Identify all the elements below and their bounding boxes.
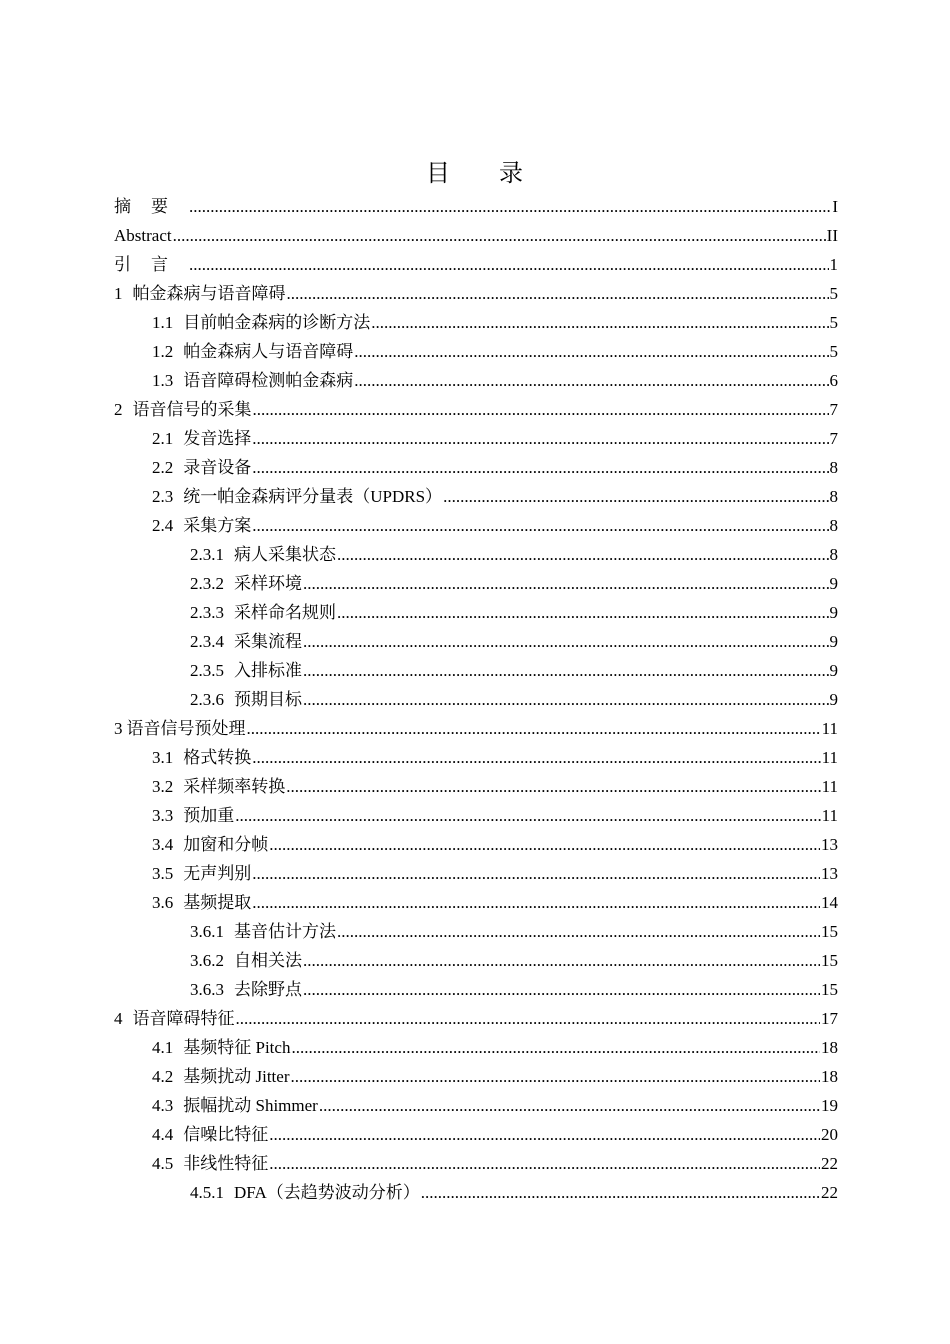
- toc-entry-number: 4.5.1: [190, 1183, 224, 1202]
- toc-entry-page-number: 5: [829, 342, 838, 361]
- toc-entry-label: 去除野点: [234, 980, 302, 999]
- toc-dot-leader: [291, 1062, 821, 1091]
- toc-entry-page-number: 9: [829, 603, 838, 622]
- toc-entry-label: 发音选择: [183, 429, 252, 448]
- toc-entry[interactable]: [114, 772, 838, 801]
- toc-entry[interactable]: [114, 308, 838, 337]
- toc-entry-number: 4: [114, 1009, 123, 1028]
- toc-entry[interactable]: [114, 743, 838, 772]
- toc-entry-page-number: 18: [821, 1067, 838, 1086]
- toc-dot-leader: [303, 627, 829, 656]
- toc-entry-number: 3.1: [152, 748, 174, 767]
- toc-entry-label: 基频提取: [183, 893, 252, 912]
- toc-entry[interactable]: [114, 453, 838, 482]
- toc-title-left: 目: [426, 161, 451, 187]
- toc-entry-page-number: 7: [829, 429, 838, 448]
- toc-entry-page-number: 7: [829, 400, 838, 419]
- toc-entry[interactable]: [114, 250, 838, 279]
- toc-dot-leader: [269, 1120, 820, 1149]
- toc-dot-leader: [287, 279, 829, 308]
- toc-entry-page-number: 15: [821, 922, 838, 941]
- toc-entry-label: 采集方案: [183, 516, 252, 535]
- toc-entry-page-number: 15: [821, 980, 838, 999]
- toc-dot-leader: [421, 1178, 820, 1207]
- toc-entry-label: 信噪比特征: [183, 1125, 269, 1144]
- toc-entry-number: 2: [114, 400, 123, 419]
- toc-entry-label: 目前帕金森病的诊断方法: [183, 313, 371, 332]
- toc-entry[interactable]: [114, 482, 838, 511]
- toc-entry-page-number: 14: [821, 893, 838, 912]
- toc-dot-leader: [337, 917, 820, 946]
- toc-entry-label: 无声判别: [183, 864, 252, 883]
- toc-dot-leader: [371, 308, 828, 337]
- toc-dot-leader: [291, 1033, 820, 1062]
- toc-entry[interactable]: [114, 598, 838, 627]
- toc-entry-number: 1: [114, 284, 123, 303]
- toc-title-right: 录: [499, 161, 524, 187]
- toc-entry-number: 4.3: [152, 1096, 174, 1115]
- toc-entry-label: DFA（去趋势波动分析）: [234, 1183, 420, 1202]
- toc-entry-page-number: 9: [829, 574, 838, 593]
- toc-title: [0, 158, 950, 190]
- toc-entry-label: 自相关法: [234, 951, 302, 970]
- toc-entry-page-number: 15: [821, 951, 838, 970]
- toc-entry-number: 1.2: [152, 342, 174, 361]
- toc-entry[interactable]: [114, 395, 838, 424]
- toc-entry[interactable]: [114, 1120, 838, 1149]
- toc-entry-page-number: 9: [829, 690, 838, 709]
- toc-dot-leader: [236, 1004, 821, 1033]
- toc-entry-page-number: 8: [829, 458, 838, 477]
- toc-dot-leader: [303, 569, 829, 598]
- toc-entry-page-number: 11: [821, 777, 838, 796]
- toc-entry-number: 3.6.2: [190, 951, 224, 970]
- toc-entry[interactable]: [114, 337, 838, 366]
- toc-entry-label: 语音障碍特征: [132, 1009, 235, 1028]
- toc-dot-leader: [253, 395, 829, 424]
- toc-entry-number: 1.3: [152, 371, 174, 390]
- toc-entry-number: 3.6.1: [190, 922, 224, 941]
- toc-entry[interactable]: [114, 656, 838, 685]
- toc-entry-label: 统一帕金森病评分量表（UPDRS）: [183, 487, 443, 506]
- toc-dot-leader: [303, 946, 820, 975]
- toc-dot-leader: [286, 772, 820, 801]
- toc-entry-page-number: 8: [829, 545, 838, 564]
- toc-entry[interactable]: [114, 511, 838, 540]
- toc-entry-number: 2.4: [152, 516, 174, 535]
- toc-entry-label: 加窗和分帧: [183, 835, 269, 854]
- toc-dot-leader: [269, 830, 820, 859]
- toc-entry-page-number: I: [832, 197, 838, 216]
- toc-entry-label: 病人采集状态: [234, 545, 336, 564]
- toc-entry-label: 预期目标: [234, 690, 302, 709]
- toc-entry-number: 2.1: [152, 429, 174, 448]
- toc-entry-number: 3: [114, 719, 123, 738]
- toc-entry[interactable]: [114, 279, 838, 308]
- toc-entry-label: 基频扰动 Jitter: [183, 1067, 290, 1086]
- toc-entry-number: 3.2: [152, 777, 174, 796]
- toc-dot-leader: [337, 598, 829, 627]
- toc-entry[interactable]: [114, 1149, 838, 1178]
- toc-entry-number: 2.3.5: [190, 661, 224, 680]
- toc-entry-page-number: 22: [821, 1183, 838, 1202]
- toc-entry-label: 预加重: [183, 806, 235, 825]
- toc-entry-page-number: 13: [821, 835, 838, 854]
- toc-entry-label: 帕金森病人与语音障碍: [183, 342, 354, 361]
- toc-entry-label: 采集流程: [234, 632, 302, 651]
- toc-entry-page-number: 11: [821, 806, 838, 825]
- toc-entry-number: 2.3: [152, 487, 174, 506]
- toc-dot-leader: [252, 859, 820, 888]
- toc-entry[interactable]: [114, 540, 838, 569]
- toc-entry-page-number: II: [826, 226, 838, 245]
- toc-dot-leader: [252, 888, 820, 917]
- toc-entry-label: Abstract: [114, 226, 172, 245]
- toc-dot-leader: [189, 192, 831, 221]
- toc-entry[interactable]: [114, 1004, 838, 1033]
- toc-entry-page-number: 11: [821, 719, 838, 738]
- toc-entry[interactable]: [114, 801, 838, 830]
- toc-entry-number: 4.2: [152, 1067, 174, 1086]
- toc-entry[interactable]: [114, 1178, 838, 1207]
- toc-entry-number: 4.1: [152, 1038, 174, 1057]
- toc-entry-page-number: 5: [829, 284, 838, 303]
- toc-entry[interactable]: [114, 830, 838, 859]
- toc-entry-page-number: 11: [821, 748, 838, 767]
- toc-dot-leader: [303, 975, 820, 1004]
- toc-entry-number: 4.5: [152, 1154, 174, 1173]
- toc-entry-number: 4.4: [152, 1125, 174, 1144]
- toc-dot-leader: [173, 221, 826, 250]
- toc-dot-leader: [303, 656, 829, 685]
- toc-entry-page-number: 6: [829, 371, 838, 390]
- toc-entry-number: 2.3.2: [190, 574, 224, 593]
- toc-entry[interactable]: [114, 627, 838, 656]
- toc-entry-label: 振幅扰动 Shimmer: [183, 1096, 318, 1115]
- toc-entry[interactable]: [114, 859, 838, 888]
- toc-entry-number: 3.4: [152, 835, 174, 854]
- toc-entry[interactable]: [114, 569, 838, 598]
- toc-entry-label: 采样环境: [234, 574, 302, 593]
- toc-dot-leader: [303, 685, 829, 714]
- toc-entry-page-number: 19: [821, 1096, 838, 1115]
- toc-entry-label: 非线性特征: [183, 1154, 269, 1173]
- toc-entry[interactable]: [114, 1062, 838, 1091]
- toc-entry[interactable]: [114, 714, 838, 743]
- toc-dot-leader: [247, 714, 821, 743]
- toc-entry-page-number: 8: [829, 516, 838, 535]
- toc-entry-number: 2.3.6: [190, 690, 224, 709]
- toc-dot-leader: [319, 1091, 820, 1120]
- toc-entry-page-number: 20: [821, 1125, 838, 1144]
- toc-entry[interactable]: [114, 975, 838, 1004]
- toc-entry-number: 3.5: [152, 864, 174, 883]
- toc-entry-page-number: 5: [829, 313, 838, 332]
- toc-entry-label: 语音信号预处理: [126, 719, 246, 738]
- toc-dot-leader: [252, 424, 828, 453]
- toc-entry-label: 格式转换: [183, 748, 252, 767]
- toc-entry-label: 入排标准: [234, 661, 302, 680]
- toc-entry-number: 3.6.3: [190, 980, 224, 999]
- toc-entry[interactable]: [114, 946, 838, 975]
- toc-entry-number: 2.2: [152, 458, 174, 477]
- toc-entry[interactable]: [114, 685, 838, 714]
- toc-entry-label: 引言: [114, 255, 188, 274]
- toc-entry[interactable]: [114, 192, 838, 221]
- toc-entry-label: 采样命名规则: [234, 603, 336, 622]
- toc-entry-number: 3.6: [152, 893, 174, 912]
- toc-dot-leader: [252, 511, 828, 540]
- toc-entry[interactable]: [114, 1091, 838, 1120]
- toc-entry[interactable]: [114, 221, 838, 250]
- toc-entry-label: 录音设备: [183, 458, 252, 477]
- toc-entry-page-number: 13: [821, 864, 838, 883]
- toc-entry[interactable]: [114, 1033, 838, 1062]
- toc-entry-page-number: 8: [829, 487, 838, 506]
- toc-list: [114, 192, 838, 1207]
- toc-entry[interactable]: [114, 366, 838, 395]
- toc-entry[interactable]: [114, 888, 838, 917]
- toc-dot-leader: [354, 337, 828, 366]
- toc-entry[interactable]: [114, 424, 838, 453]
- toc-dot-leader: [252, 453, 828, 482]
- toc-entry-page-number: 9: [829, 632, 838, 651]
- toc-entry-page-number: 9: [829, 661, 838, 680]
- toc-entry-number: 2.3.3: [190, 603, 224, 622]
- toc-entry-page-number: 17: [821, 1009, 838, 1028]
- toc-dot-leader: [252, 743, 820, 772]
- toc-entry-number: 2.3.1: [190, 545, 224, 564]
- toc-entry-number: 1.1: [152, 313, 174, 332]
- toc-entry-label: 采样频率转换: [183, 777, 286, 796]
- toc-dot-leader: [337, 540, 829, 569]
- toc-dot-leader: [189, 250, 829, 279]
- toc-entry[interactable]: [114, 917, 838, 946]
- toc-entry-label: 语音障碍检测帕金森病: [183, 371, 354, 390]
- toc-entry-label: 基音估计方法: [234, 922, 336, 941]
- toc-dot-leader: [235, 801, 820, 830]
- toc-entry-page-number: 1: [829, 255, 838, 274]
- toc-entry-number: 3.3: [152, 806, 174, 825]
- toc-entry-label: 语音信号的采集: [132, 400, 252, 419]
- toc-entry-label: 摘要: [114, 197, 188, 216]
- toc-dot-leader: [354, 366, 828, 395]
- toc-entry-number: 2.3.4: [190, 632, 224, 651]
- toc-entry-label: 基频特征 Pitch: [183, 1038, 291, 1057]
- toc-entry-page-number: 18: [821, 1038, 838, 1057]
- toc-entry-page-number: 22: [821, 1154, 838, 1173]
- toc-dot-leader: [443, 482, 828, 511]
- toc-entry-label: 帕金森病与语音障碍: [132, 284, 286, 303]
- toc-dot-leader: [269, 1149, 820, 1178]
